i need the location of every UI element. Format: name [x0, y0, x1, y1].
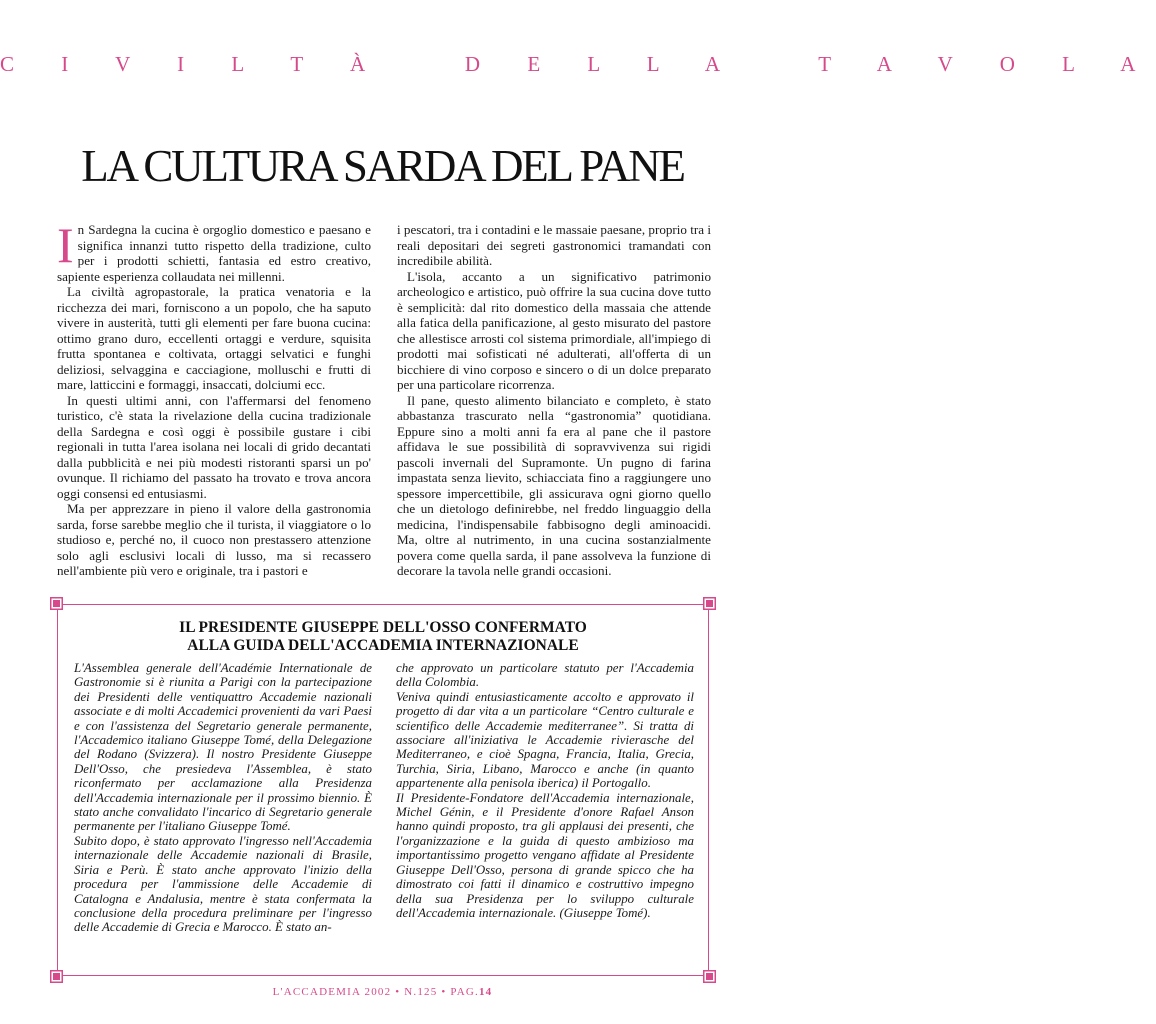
article-column-left [57, 217, 371, 579]
box-column-right [396, 661, 694, 935]
article-title: LA CULTURA SARDA DEL PANE [81, 141, 684, 191]
drop-cap: I [57, 217, 74, 273]
article-body [57, 217, 711, 579]
box-paragraph: Il Presidente-Fondatore dell'Accademia internazionale, Michel Génin, e il Presidente d'onore Rafael Anson hanno quindi proposto, tra gli applausi dei presenti, che l'organizzazione e la guida di questo ambizioso ma importantissimo progetto vengano affidate al Presidente Giuseppe Dell'Osso, persona di grande spicco che ha dimostrato coi fatti il dinamico e costruttivo impegno della sua Presidenza per lo sviluppo culturale dell'Accademia internazionale. (Giuseppe Tomé). [396, 790, 694, 920]
article-column-right [397, 222, 711, 579]
article-paragraph: L'isola, accanto a un significativo patrimonio archeologico e artistico, può offrire la sua cucina dove tutto è semplicità: dal rito domestico della massaia che attende alla fatica della panificazione, al gesto misurato del pastore che allestisce arrosti col sistema primordiale, all'impiego di prodotti mai sofisticati né adulterati, all'offerta di un bicchiere di vino corposo e sincero o di un dolce preparato per una particolare ricorrenza. [397, 268, 711, 392]
article-paragraph: Ma per apprezzare in pieno il valore della gastronomia sarda, forse sarebbe meglio che il turista, il viaggiatore o lo studioso e, perché no, il cuoco non prestassero attenzione solo agli esclusivi locali di lusso, ma si recassero nell'ambiente più vero e originale, tra i pastori e [57, 501, 371, 578]
box-body [74, 661, 694, 935]
box-heading [58, 619, 708, 655]
article-paragraph: i pescatori, tra i contadini e le massaie paesane, proprio tra i reali depositari dei segreti gastronomici tramandati con incredibile abilità. [397, 222, 711, 268]
news-box [57, 604, 709, 976]
paragraph-text: n Sardegna la cucina è orgoglio domestico e paesano e significa innanzi tutto rispetto della tradizione, culto per i prodotti schietti, fantasia ed estro creativo, sapiente esperienza collaudata nei millenni. [57, 222, 371, 284]
article-paragraph [57, 217, 371, 284]
article-paragraph: In questi ultimi anni, con l'affermarsi del fenomeno turistico, c'è stata la rivelazione della cucina tradizionale della Sardegna e così oggi è possibile gustare i cibi regionali in tutta l'area isolana nei locali di grido decantati dalla pubblicità e nei più modesti ristoranti sparsi un po' ovunque. Il richiamo del passato ha trovato e trova ancora oggi consensi ed entusiasmi. [57, 392, 371, 501]
article-paragraph: La civiltà agropastorale, la pratica venatoria e la ricchezza dei mari, forniscono a un popolo, che ha saputo vivere in austerità, tutti gli elementi per fare buona cucina: ottimo grano duro, eccellenti ortaggi e verdure, squisita frutta spontanea e coltivata, ortaggi selvatici e funghi deliziosi, selvaggina e cacciagione, molluschi e frutti di mare, latticcini e formaggi, insaccati, dolciumi ecc. [57, 284, 371, 392]
article-paragraph: Il pane, questo alimento bilanciato e completo, è stato abbastanza trascurato nella “gastronomia” quotidiana. Eppure sino a molti anni fa era al pane che il pastore affidava le sue possibilità di sopravvivenza sui rigidi pascoli invernali del Supramonte. Un pugno di farina impastata senza lievito, schiacciata fino a raggiungere uno spessore impercettibile, gli assicurava ogni giorno quello che un dietologo definirebbe, nel freddo linguaggio della medicina, l'indispensabile fabbisogno degli aminoacidi. Ma, oltre al nutrimento, in una cucina sostanzialmente povera come quella sarda, il pane assolveva la funzione di decorare la tavola nelle grandi occasioni. [397, 392, 711, 578]
corner-ornament [706, 973, 713, 980]
page-footer [0, 986, 765, 998]
footer-text: L'ACCADEMIA 2002 • N.125 • PAG. [272, 986, 479, 998]
box-paragraph: Subito dopo, è stato approvato l'ingresso nell'Accademia internazionale delle Accademie nazionali di Brasile, Siria e Perù. È stato anche approvato l'inizio della procedura per l'ammissione delle Accademie di Catalogna e Andalusia, mentre è stata confermata la conclusione della procedura preliminare per l'ingresso delle Accademie di Grecia e Marocco. È stato an- [74, 833, 372, 935]
corner-ornament [706, 600, 713, 607]
box-heading-line: ALLA GUIDA DELL'ACCADEMIA INTERNAZIONALE [187, 637, 579, 654]
box-paragraph: Veniva quindi entusiasticamente accolto e approvato il progetto di dar vita a un particolare “Centro culturale e scientifico delle Accademie mediterranee”. Si tratta di associare all'iniziativa le Accademie rivierasche del Mediterraneo, e cioè Spagna, Francia, Italia, Grecia, Turchia, Siria, Libano, Marocco e anche (in quanto appartenente alla penisola iberica) il Portogallo. [396, 689, 694, 791]
page-number: 14 [478, 986, 493, 998]
box-paragraph: L'Assemblea generale dell'Académie Internationale de Gastronomie si è riunita a Parigi con la partecipazione dei Presidenti delle ventiquattro Accademie nazionali associate e di molti Accademici provenienti da vari Paesi e con l'assistenza del Segretario generale permanente, l'Accademico italiano Giuseppe Tomé, della Delegazione del Rodano (Svizzera). Il nostro Presidente Giuseppe Dell'Osso, che presiedeva l'Assemblea, è stato riconfermato per acclamazione alla Presidenza dell'Accademia internazionale per il prossimo biennio. È stato anche convalidato l'incarico di Segretario generale permanente per l'italiano Giuseppe Tomé. [74, 661, 372, 834]
corner-ornament [53, 973, 60, 980]
box-heading-line: IL PRESIDENTE GIUSEPPE DELL'OSSO CONFERMATO [179, 619, 587, 636]
section-rubric: C I V I L T À D E L L A T A V O L A [0, 52, 1156, 76]
box-column-left [74, 661, 372, 935]
corner-ornament [53, 600, 60, 607]
box-paragraph: che approvato un particolare statuto per l'Accademia della Colombia. [396, 661, 694, 690]
